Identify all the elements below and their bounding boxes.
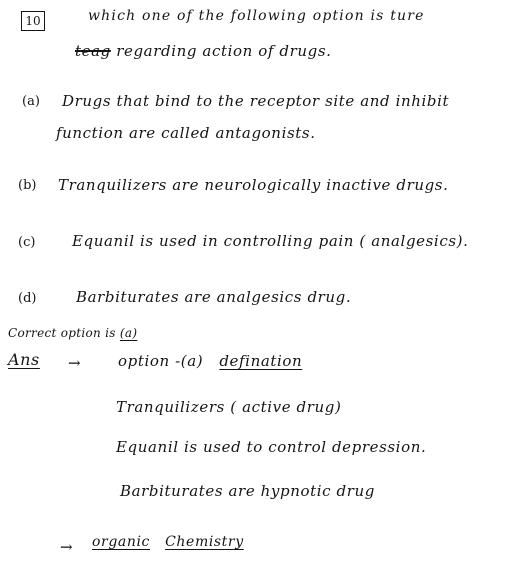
answer-point-2: Equanil is used to control depression.: [116, 438, 427, 456]
question-line-1: which one of the following option is ture: [88, 8, 425, 24]
correct-option-value: (a): [119, 326, 138, 340]
correct-option-line: [8, 326, 137, 340]
option-b-label: (b): [18, 178, 37, 193]
question-line-2: [75, 42, 332, 60]
footer-word-chemistry: Chemistry: [165, 534, 244, 550]
option-d-line-1: Barbiturates are analgesics drug.: [76, 288, 352, 306]
option-d-label: (d): [18, 291, 37, 306]
option-a-label: (a): [22, 94, 40, 109]
footer-subject-line: [92, 534, 244, 550]
ans-label: Ans: [8, 350, 40, 369]
option-c-label: (c): [18, 235, 36, 250]
answer-option-line: [118, 352, 302, 370]
option-a-line-1: Drugs that bind to the receptor site and inhibit: [62, 92, 450, 110]
ans-arrow-icon: →: [68, 354, 82, 372]
option-a-line-2: function are called antagonists.: [56, 124, 316, 142]
struck-word: teag: [75, 42, 111, 60]
question-line-2-rest: regarding action of drugs.: [116, 42, 332, 60]
defination-label: defination: [219, 352, 303, 370]
correct-option-prefix: Correct option is: [8, 326, 116, 340]
answer-option-text: option -(a): [118, 352, 204, 370]
answer-point-1: Tranquilizers ( active drug): [116, 398, 342, 416]
footer-word-organic: organic: [92, 534, 150, 550]
answer-point-3: Barbiturates are hypnotic drug: [120, 482, 375, 500]
option-c-line-1: Equanil is used in controlling pain ( analgesics).: [72, 232, 469, 250]
footer-arrow-icon: →: [60, 538, 74, 556]
option-b-line-1: Tranquilizers are neurologically inactive drugs.: [58, 176, 449, 194]
question-number-box: 10: [21, 11, 45, 31]
